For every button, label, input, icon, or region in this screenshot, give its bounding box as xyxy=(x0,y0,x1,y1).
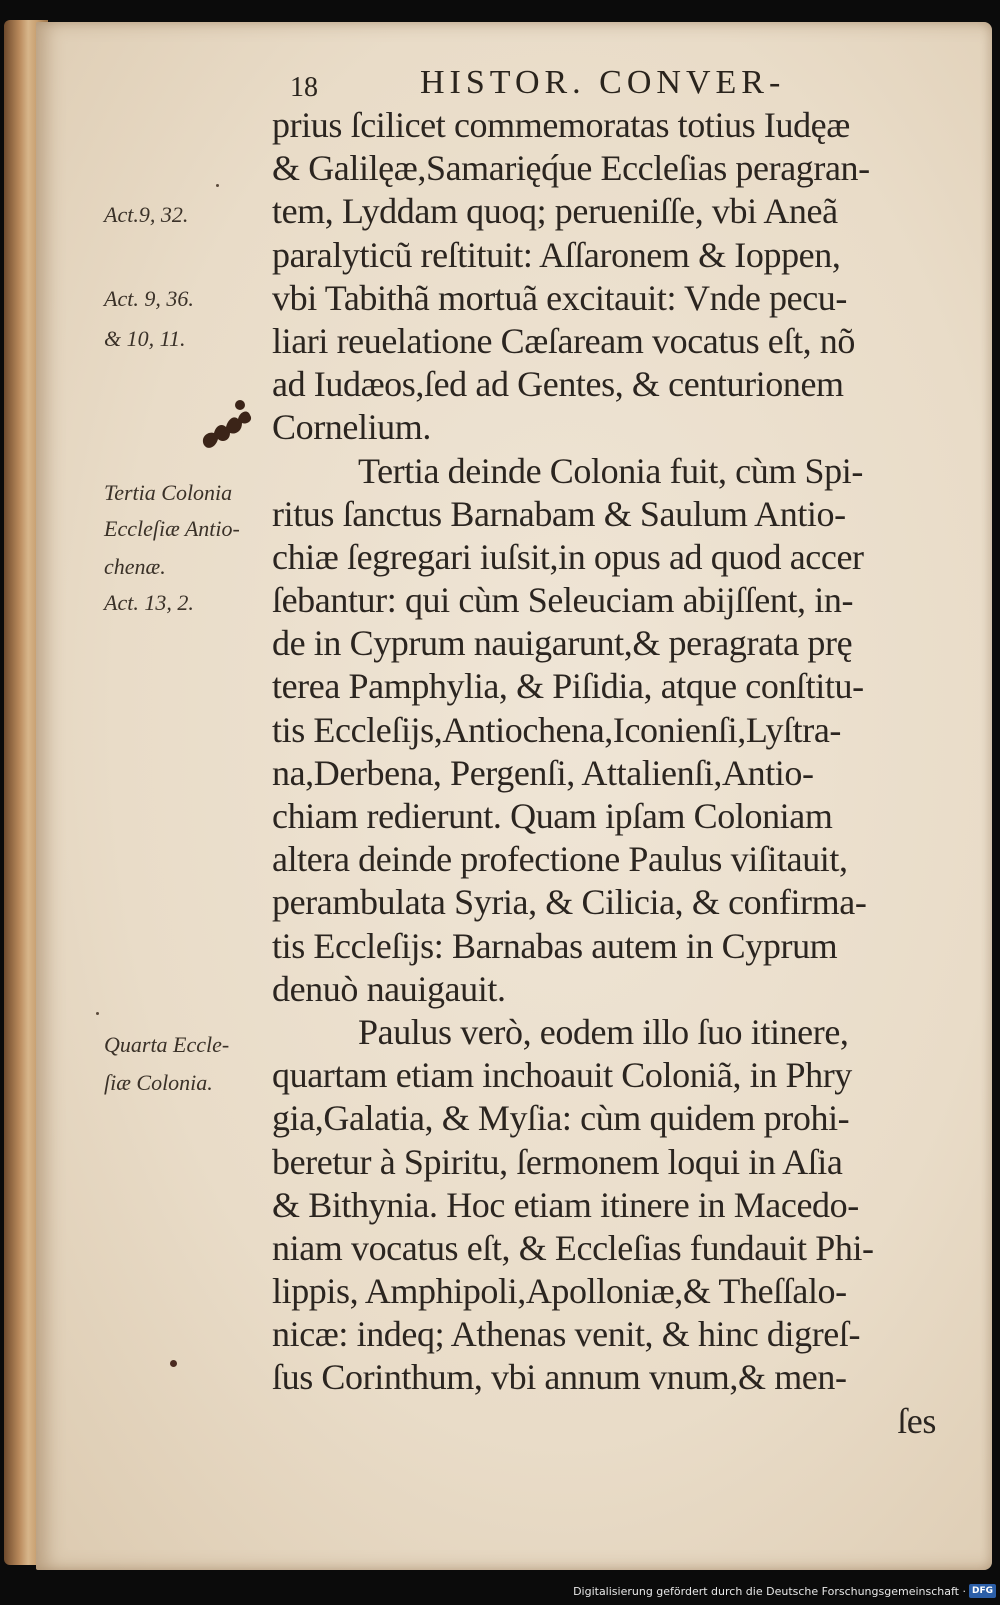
text-line: na,Derbena, Pergenſi, Attalienſi,Antio- xyxy=(272,752,814,793)
main-text-block xyxy=(272,104,952,1443)
text-line: paralyticũ reſtituit: Aſſaronem & Ioppen, xyxy=(272,234,841,275)
text-line: terea Pamphylia, & Piſidia, atque conſtitu- xyxy=(272,666,864,707)
page-header xyxy=(290,58,850,108)
text-line: de in Cyprum nauigarunt,& peragrata prę xyxy=(272,623,853,664)
text-line: chiam redierunt. Quam ipſam Coloniam xyxy=(272,796,833,836)
text-line: nicæ: indeq; Athenas venit, & hinc digreſ- xyxy=(272,1314,861,1355)
running-head: HISTOR. CONVER- xyxy=(420,64,786,101)
text-line: altera deinde profectione Paulus viſitauit, xyxy=(272,839,848,880)
margin-note: & 10, 11. xyxy=(104,326,186,351)
text-line: ritus ſanctus Barnabam & Saulum Antio- xyxy=(272,493,846,534)
text-line: & Galilęæ,Samarięq́ue Eccleſias peragran- xyxy=(272,148,870,189)
text-line: denuò nauigauit. xyxy=(272,968,506,1009)
text-line: gia,Galatia, & Myſia: cùm quidem prohi- xyxy=(272,1098,850,1139)
text-line: tis Eccleſijs,Antiochena,Iconienſi,Lyſtra- xyxy=(272,709,842,750)
catchword: ſes xyxy=(897,1400,936,1441)
paper-speck xyxy=(170,1360,177,1367)
paper-speck xyxy=(216,184,219,187)
text-line: Cornelium. xyxy=(272,407,431,448)
text-line: ad Iudæos,ſed ad Gentes, & centurionem xyxy=(272,364,844,405)
margin-note: Act.9, 32. xyxy=(104,202,189,227)
text-line: & Bithynia. Hoc etiam itinere in Macedo- xyxy=(272,1184,859,1225)
margin-note: Tertia Colonia xyxy=(104,480,233,505)
text-line: tis Eccleſijs: Barnabas autem in Cyprum xyxy=(272,925,838,966)
text-line: ſebantur: qui cùm Seleuciam abijſſent, in- xyxy=(272,580,854,621)
text-line: niam vocatus eſt, & Eccleſias fundauit Phi- xyxy=(272,1227,874,1268)
margin-note: Eccleſiæ Antio- xyxy=(104,516,240,541)
text-line: ſus Corinthum, vbi annum vnum,& men- xyxy=(272,1357,847,1398)
paper-speck xyxy=(96,1012,99,1015)
margin-note: Act. 13, 2. xyxy=(104,590,194,615)
text-line: quartam etiam inchoauit Coloniã, in Phry xyxy=(272,1055,852,1096)
margin-note: Act. 9, 36. xyxy=(104,286,194,311)
text-line: lippis, Amphipoli,Apolloniæ,& Theſſalo- xyxy=(272,1271,847,1312)
text-line: Tertia deinde Colonia fuit, cùm Spi- xyxy=(358,450,863,491)
text-line: vbi Tabithã mortuã excitauit: Vnde pecu- xyxy=(272,277,847,318)
page-number: 18 xyxy=(290,72,318,103)
margin-note: Quarta Eccle- xyxy=(104,1032,230,1057)
margin-note: ſiæ Colonia. xyxy=(104,1070,213,1095)
text-line: Paulus verò, eodem illo ſuo itinere, xyxy=(358,1011,849,1052)
text-line: liari reuelatione Cæſaream vocatus eſt, nõ xyxy=(272,320,855,361)
text-line: beretur à Spiritu, ſermonem loqui in Aſia xyxy=(272,1141,843,1182)
text-line: tem, Lyddam quoq; perueniſſe, vbi Aneã xyxy=(272,191,838,232)
text-line: chiæ ſegregari iuſsit,in opus ad quod accer xyxy=(272,536,864,577)
dfg-logo-icon: DFG xyxy=(969,1584,996,1598)
printers-ornament-icon xyxy=(196,393,256,453)
margin-note: chenæ. xyxy=(104,554,166,579)
text-line: prius ſcilicet commemoratas totius Iudęæ xyxy=(272,105,850,145)
digitization-footer xyxy=(573,1579,996,1603)
footer-text: Digitalisierung gefördert durch die Deutsche Forschungsgemeinschaft · xyxy=(573,1584,966,1598)
text-line: perambulata Syria, & Cilicia, & confirma- xyxy=(272,882,867,923)
